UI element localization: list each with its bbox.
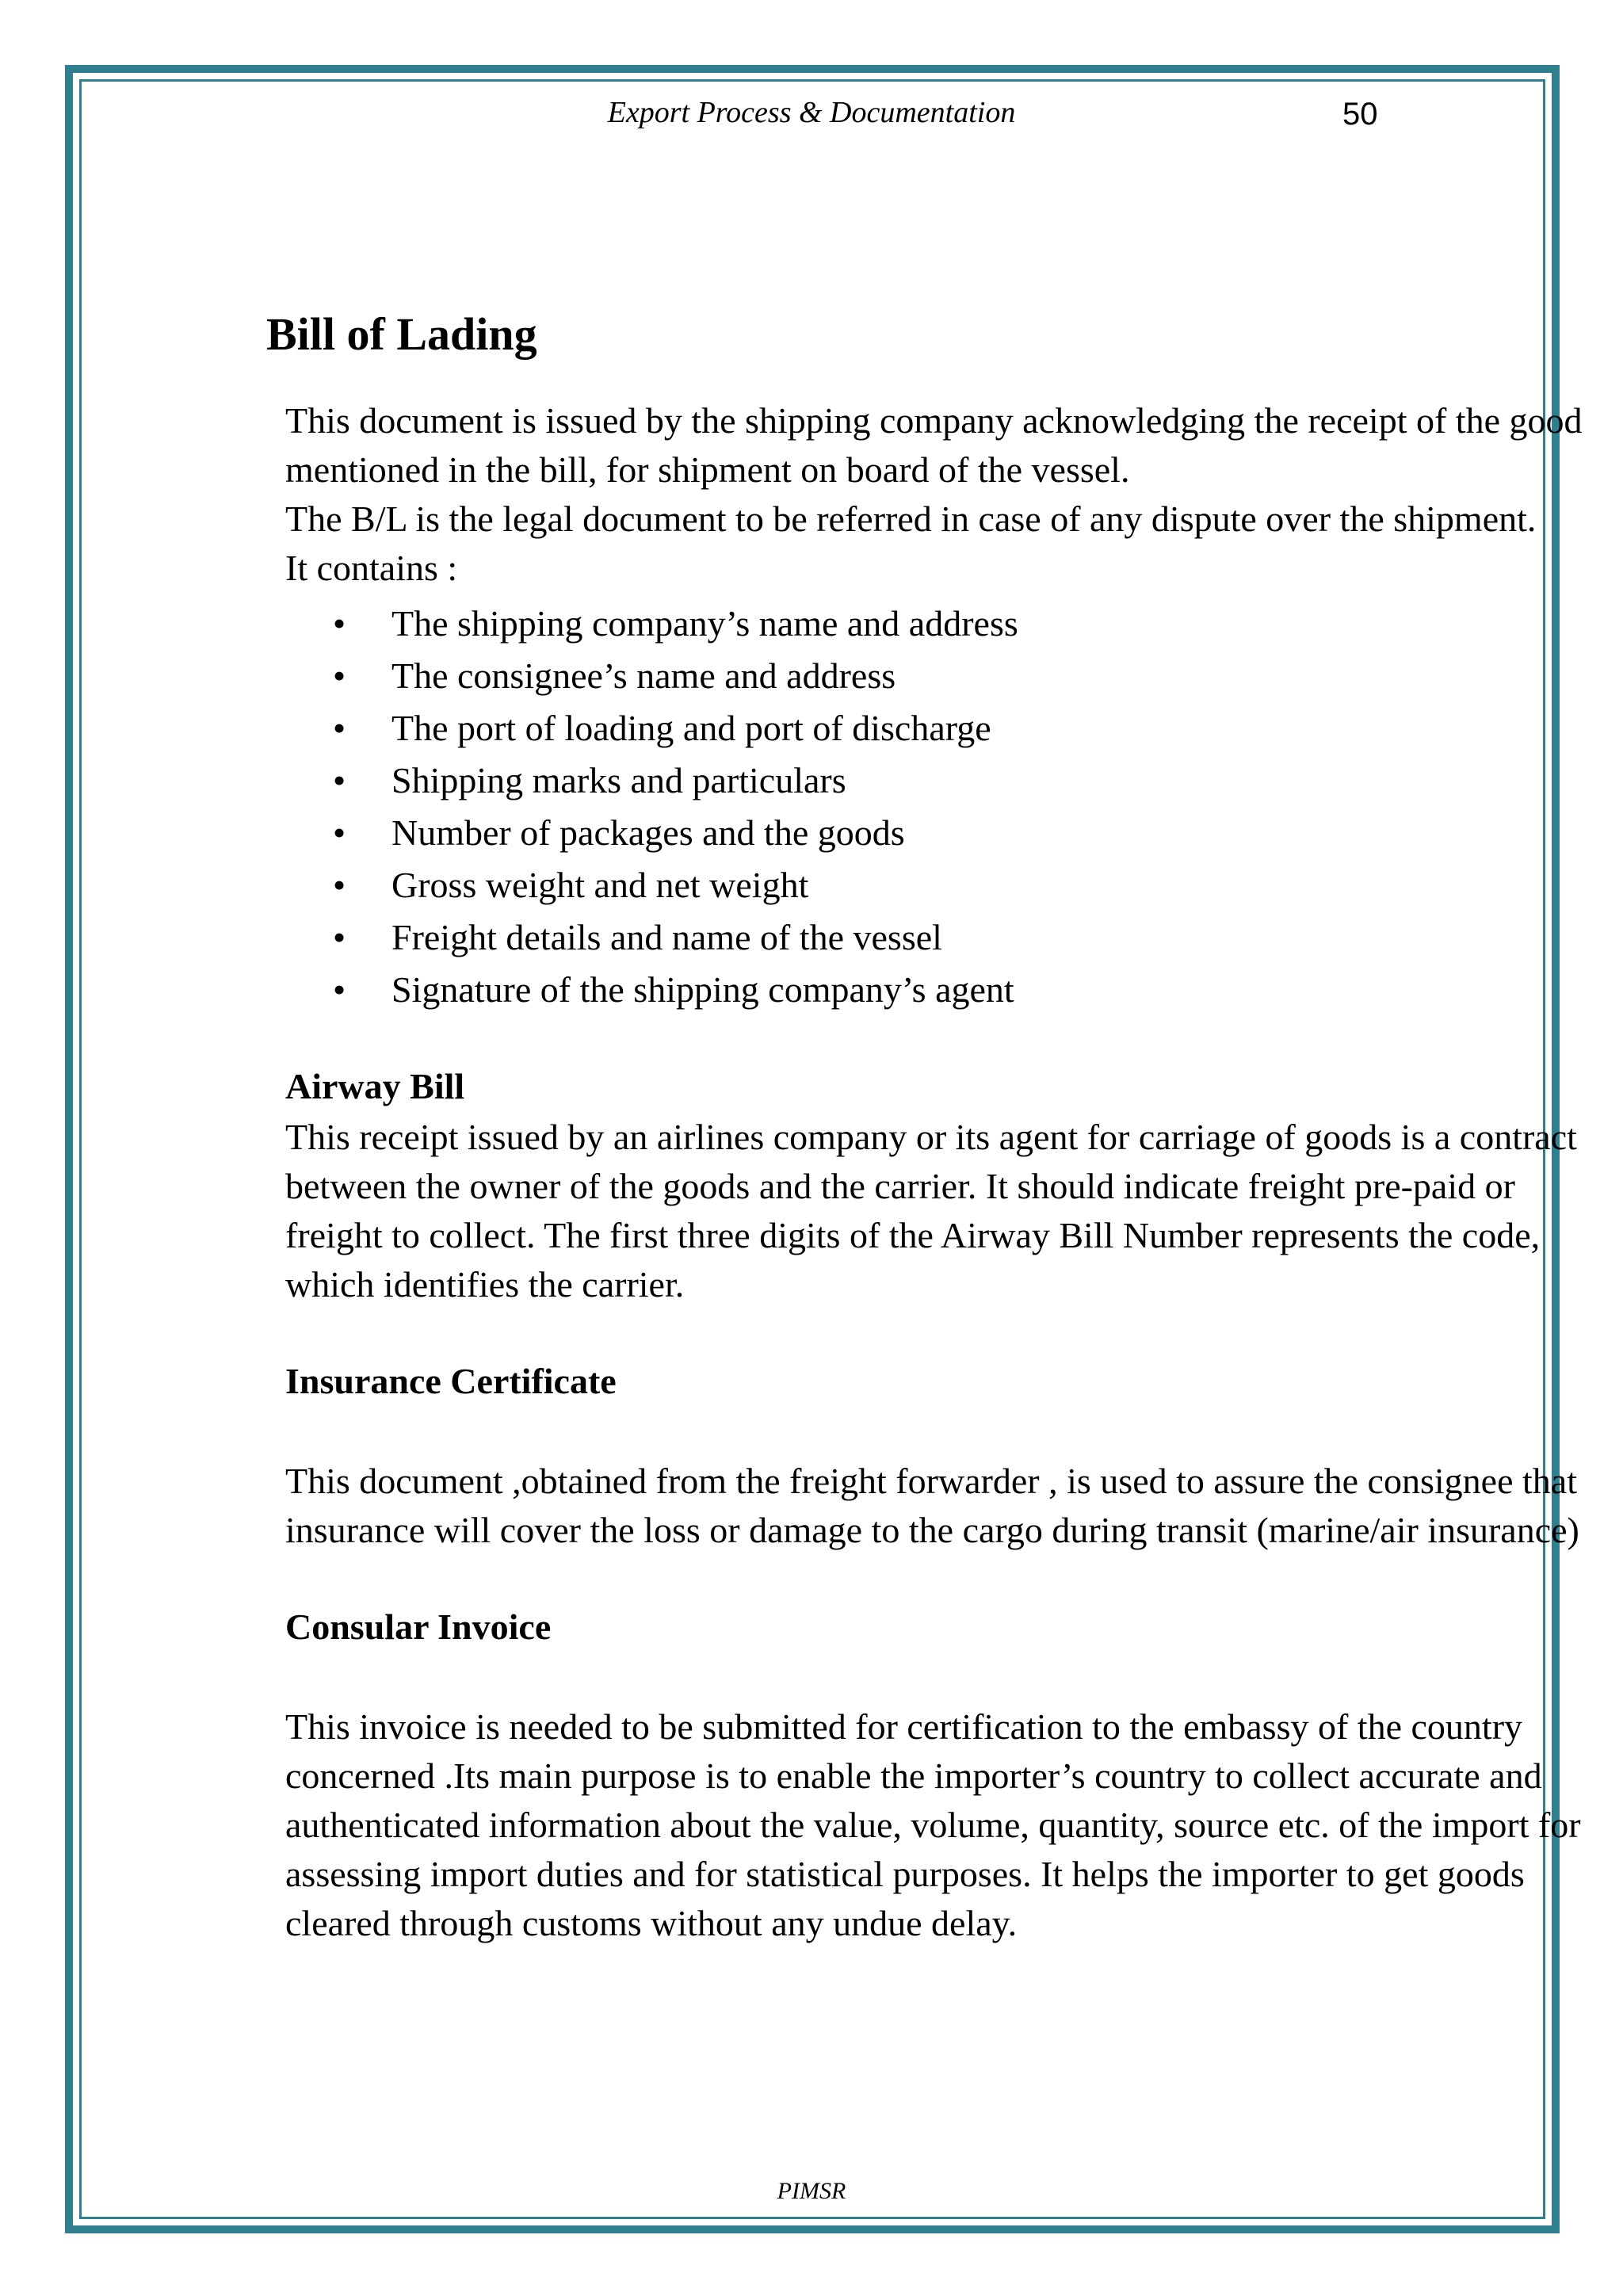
paragraph-line: This invoice is needed to be submitted for certification to the embassy of the country [285, 1706, 1523, 1747]
consular-invoice-paragraph [285, 1702, 1581, 1948]
airway-bill-paragraph [285, 1113, 1577, 1309]
bill-of-lading-contents-list [333, 598, 1018, 1016]
list-item: • Gross weight and net weight [333, 859, 1018, 911]
list-item: • The port of loading and port of discharge [333, 702, 1018, 755]
consular-invoice-heading: Consular Invoice [285, 1606, 552, 1647]
paragraph-line: assessing import duties and for statistical purposes. It helps the importer to get goods [285, 1854, 1525, 1894]
paragraph-line: cleared through customs without any undue delay. [285, 1903, 1018, 1943]
list-item: • The consignee’s name and address [333, 650, 1018, 702]
paragraph-line: between the owner of the goods and the carrier. It should indicate freight pre-paid or [285, 1166, 1515, 1206]
page-number: 50 [1342, 97, 1378, 132]
list-item: • Freight details and name of the vessel [333, 911, 1018, 964]
paragraph-line: The B/L is the legal document to be referred in case of any dispute over the shipment. [285, 499, 1537, 539]
insurance-certificate-paragraph [285, 1457, 1579, 1555]
paragraph-line: This document ,obtained from the freight forwarder , is used to assure the consignee that [285, 1461, 1577, 1501]
list-item: • Shipping marks and particulars [333, 755, 1018, 807]
list-item: • Signature of the shipping company’s agent [333, 964, 1018, 1016]
paragraph-line: This document is issued by the shipping company acknowledging the receipt of the good [285, 400, 1583, 441]
paragraph-line: mentioned in the bill, for shipment on board of the vessel. [285, 449, 1130, 490]
running-header-title: Export Process & Documentation [607, 96, 1016, 129]
bill-of-lading-paragraph [285, 396, 1583, 593]
paragraph-line: concerned .Its main purpose is to enable the importer’s country to collect accurate and [285, 1755, 1542, 1796]
paragraph-line: authenticated information about the value, volume, quantity, source etc. of the import for [285, 1805, 1581, 1845]
list-item: • Number of packages and the goods [333, 807, 1018, 859]
bill-of-lading-heading: Bill of Lading [266, 308, 537, 360]
paragraph-line: which identifies the carrier. [285, 1264, 685, 1305]
list-item: • The shipping company’s name and address [333, 598, 1018, 650]
insurance-certificate-heading: Insurance Certificate [285, 1361, 617, 1401]
paragraph-line: insurance will cover the loss or damage to the cargo during transit (marine/air insurance) [285, 1510, 1579, 1550]
paragraph-line: This receipt issued by an airlines company or its agent for carriage of goods is a contract [285, 1117, 1577, 1157]
paragraph-line: It contains : [285, 548, 458, 588]
airway-bill-heading: Airway Bill [285, 1066, 465, 1106]
paragraph-line: freight to collect. The first three digits of the Airway Bill Number represents the code, [285, 1215, 1541, 1255]
running-footer: PIMSR [777, 2178, 846, 2204]
